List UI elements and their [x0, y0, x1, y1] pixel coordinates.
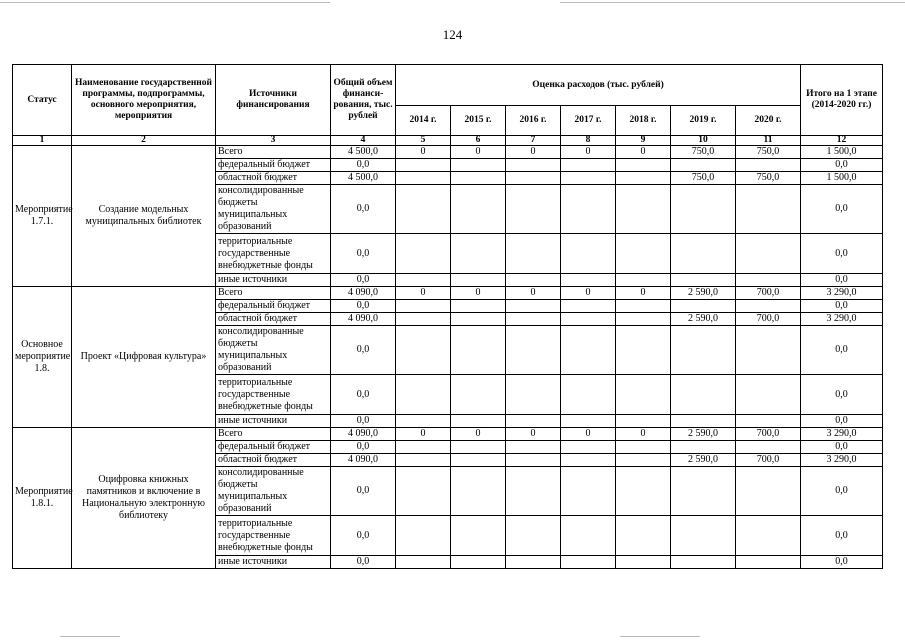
year-amount	[671, 274, 736, 287]
year-amount	[616, 234, 671, 274]
year-amount: 700,0	[736, 287, 801, 300]
year-amount	[616, 159, 671, 172]
year-amount	[616, 274, 671, 287]
stage-total-amount: 0,0	[801, 326, 883, 375]
stage-total-amount: 0,0	[801, 159, 883, 172]
year-amount	[616, 300, 671, 313]
year-amount	[396, 326, 451, 375]
year-amount	[616, 441, 671, 454]
year-amount	[561, 172, 616, 185]
year-amount: 0	[396, 287, 451, 300]
year-amount	[736, 274, 801, 287]
funding-source: Всего	[216, 428, 331, 441]
year-amount	[561, 300, 616, 313]
year-amount: 0	[561, 428, 616, 441]
year-amount	[616, 326, 671, 375]
year-amount	[671, 375, 736, 415]
year-amount	[451, 441, 506, 454]
year-amount: 0	[506, 146, 561, 159]
year-amount	[671, 516, 736, 556]
year-amount	[671, 441, 736, 454]
year-amount	[736, 467, 801, 516]
header-year: 2018 г.	[616, 106, 671, 136]
stage-total-amount: 3 290,0	[801, 287, 883, 300]
year-amount: 0	[616, 428, 671, 441]
column-index: 10	[671, 136, 736, 146]
header-name: Наименование государственной программы, подпрограммы, основного мероприятия, мероприятия	[72, 65, 216, 136]
year-amount	[396, 172, 451, 185]
scan-artifact-bottom	[60, 636, 120, 637]
table-body	[13, 146, 883, 569]
funding-source: иные источники	[216, 415, 331, 428]
year-amount	[736, 185, 801, 234]
year-amount: 0	[451, 146, 506, 159]
total-amount: 0,0	[331, 326, 396, 375]
total-amount: 0,0	[331, 274, 396, 287]
year-amount	[671, 326, 736, 375]
stage-total-amount: 0,0	[801, 415, 883, 428]
year-amount	[616, 313, 671, 326]
year-amount	[451, 234, 506, 274]
year-amount	[451, 467, 506, 516]
stage-total-amount: 0,0	[801, 441, 883, 454]
column-index: 4	[331, 136, 396, 146]
year-amount	[451, 159, 506, 172]
funding-source: консолидированные бюджеты муниципальных образований	[216, 467, 331, 516]
stage-total-amount: 3 290,0	[801, 313, 883, 326]
column-index: 9	[616, 136, 671, 146]
year-amount	[616, 467, 671, 516]
budget-table	[12, 64, 883, 569]
funding-source: областной бюджет	[216, 313, 331, 326]
year-amount	[506, 415, 561, 428]
section-status: Основное мероприятие 1.8.	[13, 287, 72, 428]
year-amount	[736, 159, 801, 172]
funding-source: территориальные государственные внебюджетные фонды	[216, 516, 331, 556]
year-amount	[561, 415, 616, 428]
stage-total-amount: 0,0	[801, 556, 883, 569]
header-year: 2014 г.	[396, 106, 451, 136]
funding-source: Всего	[216, 287, 331, 300]
funding-source: иные источники	[216, 274, 331, 287]
year-amount: 700,0	[736, 454, 801, 467]
total-amount: 4 090,0	[331, 454, 396, 467]
year-amount: 2 590,0	[671, 313, 736, 326]
scan-artifact-top-right	[560, 2, 905, 3]
year-amount: 750,0	[671, 146, 736, 159]
funding-source: федеральный бюджет	[216, 300, 331, 313]
stage-total-amount: 0,0	[801, 375, 883, 415]
year-amount	[561, 159, 616, 172]
header-year: 2019 г.	[671, 106, 736, 136]
header-stage-total: Итого на 1 этапе (2014-2020 гг.)	[801, 65, 883, 136]
year-amount	[616, 415, 671, 428]
header-year: 2020 г.	[736, 106, 801, 136]
section-status: Мероприятие 1.8.1.	[13, 428, 72, 569]
year-amount: 0	[451, 428, 506, 441]
year-amount	[616, 185, 671, 234]
year-amount: 0	[616, 146, 671, 159]
stage-total-amount: 1 500,0	[801, 172, 883, 185]
funding-source: консолидированные бюджеты муниципальных образований	[216, 326, 331, 375]
year-amount	[561, 375, 616, 415]
total-amount: 4 090,0	[331, 428, 396, 441]
year-amount: 0	[616, 287, 671, 300]
year-amount: 750,0	[671, 172, 736, 185]
funding-source: федеральный бюджет	[216, 159, 331, 172]
year-amount	[671, 159, 736, 172]
total-amount: 4 090,0	[331, 313, 396, 326]
year-amount	[561, 274, 616, 287]
funding-source: иные источники	[216, 556, 331, 569]
year-amount	[506, 556, 561, 569]
year-amount	[451, 313, 506, 326]
year-amount	[506, 172, 561, 185]
total-amount: 0,0	[331, 185, 396, 234]
column-index: 7	[506, 136, 561, 146]
year-amount	[561, 326, 616, 375]
funding-source: областной бюджет	[216, 454, 331, 467]
year-amount	[451, 300, 506, 313]
page-number: 124	[442, 27, 463, 42]
year-amount	[451, 185, 506, 234]
year-amount	[616, 172, 671, 185]
year-amount	[561, 313, 616, 326]
total-amount: 4 500,0	[331, 146, 396, 159]
year-amount	[396, 467, 451, 516]
funding-source: областной бюджет	[216, 172, 331, 185]
column-index: 11	[736, 136, 801, 146]
year-amount	[451, 375, 506, 415]
year-amount	[506, 234, 561, 274]
year-amount	[451, 556, 506, 569]
year-amount	[671, 300, 736, 313]
stage-total-amount: 0,0	[801, 274, 883, 287]
year-amount	[506, 274, 561, 287]
year-amount	[506, 467, 561, 516]
table-row	[13, 146, 883, 159]
header-year: 2016 г.	[506, 106, 561, 136]
total-amount: 0,0	[331, 467, 396, 516]
total-amount: 0,0	[331, 441, 396, 454]
year-amount	[736, 516, 801, 556]
year-amount	[671, 234, 736, 274]
year-amount	[616, 454, 671, 467]
year-amount: 700,0	[736, 313, 801, 326]
header-estimate: Оценка расходов (тыс. рублей)	[396, 65, 801, 106]
total-amount: 4 090,0	[331, 287, 396, 300]
header-year: 2015 г.	[451, 106, 506, 136]
year-amount	[561, 185, 616, 234]
header-total: Общий объем финанси-рования, тыс. рублей	[331, 65, 396, 136]
year-amount	[671, 415, 736, 428]
total-amount: 0,0	[331, 415, 396, 428]
funding-source: территориальные государственные внебюджетные фонды	[216, 375, 331, 415]
total-amount: 0,0	[331, 234, 396, 274]
year-amount	[736, 556, 801, 569]
year-amount	[396, 185, 451, 234]
year-amount	[396, 454, 451, 467]
year-amount: 2 590,0	[671, 428, 736, 441]
year-amount	[396, 375, 451, 415]
year-amount	[451, 326, 506, 375]
column-index: 6	[451, 136, 506, 146]
total-amount: 0,0	[331, 516, 396, 556]
column-index: 12	[801, 136, 883, 146]
header-sources: Источники финансирования	[216, 65, 331, 136]
year-amount	[561, 441, 616, 454]
column-index: 2	[72, 136, 216, 146]
stage-total-amount: 3 290,0	[801, 454, 883, 467]
funding-source: консолидированные бюджеты муниципальных образований	[216, 185, 331, 234]
year-amount	[451, 454, 506, 467]
year-amount	[736, 415, 801, 428]
total-amount: 0,0	[331, 556, 396, 569]
year-amount	[396, 234, 451, 274]
funding-source: федеральный бюджет	[216, 441, 331, 454]
year-amount	[451, 274, 506, 287]
year-amount	[396, 300, 451, 313]
year-amount: 2 590,0	[671, 287, 736, 300]
stage-total-amount: 0,0	[801, 516, 883, 556]
year-amount	[506, 159, 561, 172]
stage-total-amount: 0,0	[801, 234, 883, 274]
stage-total-amount: 0,0	[801, 185, 883, 234]
year-amount	[506, 375, 561, 415]
year-amount	[506, 454, 561, 467]
year-amount	[506, 516, 561, 556]
year-amount	[451, 415, 506, 428]
total-amount: 0,0	[331, 375, 396, 415]
year-amount: 750,0	[736, 146, 801, 159]
year-amount: 0	[396, 428, 451, 441]
total-amount: 0,0	[331, 300, 396, 313]
year-amount	[396, 415, 451, 428]
year-amount	[671, 467, 736, 516]
scan-artifact-bottom	[620, 636, 700, 637]
year-amount	[561, 234, 616, 274]
column-index: 1	[13, 136, 72, 146]
section-status: Мероприятие 1.7.1.	[13, 146, 72, 287]
stage-total-amount: 1 500,0	[801, 146, 883, 159]
year-amount	[396, 556, 451, 569]
header-year: 2017 г.	[561, 106, 616, 136]
year-amount: 0	[451, 287, 506, 300]
year-amount: 0	[506, 428, 561, 441]
funding-source: Всего	[216, 146, 331, 159]
year-amount	[506, 185, 561, 234]
column-index-row	[13, 136, 883, 146]
header-status: Статус	[13, 65, 72, 136]
total-amount: 0,0	[331, 159, 396, 172]
year-amount	[671, 556, 736, 569]
year-amount	[736, 300, 801, 313]
section-name: Создание модельных муниципальных библиотек	[72, 146, 216, 287]
section-name: Оцифровка книжных памятников и включение в Национальную электронную библиотеку	[72, 428, 216, 569]
year-amount: 0	[561, 287, 616, 300]
year-amount	[616, 516, 671, 556]
year-amount	[506, 441, 561, 454]
year-amount	[736, 441, 801, 454]
year-amount: 0	[506, 287, 561, 300]
stage-total-amount: 3 290,0	[801, 428, 883, 441]
stage-total-amount: 0,0	[801, 300, 883, 313]
year-amount	[736, 234, 801, 274]
column-index: 8	[561, 136, 616, 146]
year-amount	[451, 172, 506, 185]
year-amount	[506, 326, 561, 375]
year-amount	[561, 516, 616, 556]
year-amount	[396, 313, 451, 326]
funding-source: территориальные государственные внебюджетные фонды	[216, 234, 331, 274]
stage-total-amount: 0,0	[801, 467, 883, 516]
year-amount	[506, 313, 561, 326]
year-amount	[396, 159, 451, 172]
year-amount	[561, 556, 616, 569]
column-index: 5	[396, 136, 451, 146]
year-amount: 750,0	[736, 172, 801, 185]
year-amount	[396, 516, 451, 556]
year-amount: 0	[396, 146, 451, 159]
total-amount: 4 500,0	[331, 172, 396, 185]
section-name: Проект «Цифровая культура»	[72, 287, 216, 428]
year-amount	[506, 300, 561, 313]
year-amount	[616, 556, 671, 569]
year-amount	[396, 274, 451, 287]
year-amount: 0	[561, 146, 616, 159]
year-amount	[616, 375, 671, 415]
year-amount: 2 590,0	[671, 454, 736, 467]
year-amount	[396, 441, 451, 454]
column-index: 3	[216, 136, 331, 146]
year-amount	[561, 467, 616, 516]
table-row	[13, 287, 883, 300]
year-amount	[671, 185, 736, 234]
year-amount	[451, 516, 506, 556]
scan-artifact-top-left	[0, 2, 330, 3]
year-amount: 700,0	[736, 428, 801, 441]
year-amount	[736, 326, 801, 375]
year-amount	[561, 454, 616, 467]
table-row	[13, 428, 883, 441]
year-amount	[736, 375, 801, 415]
